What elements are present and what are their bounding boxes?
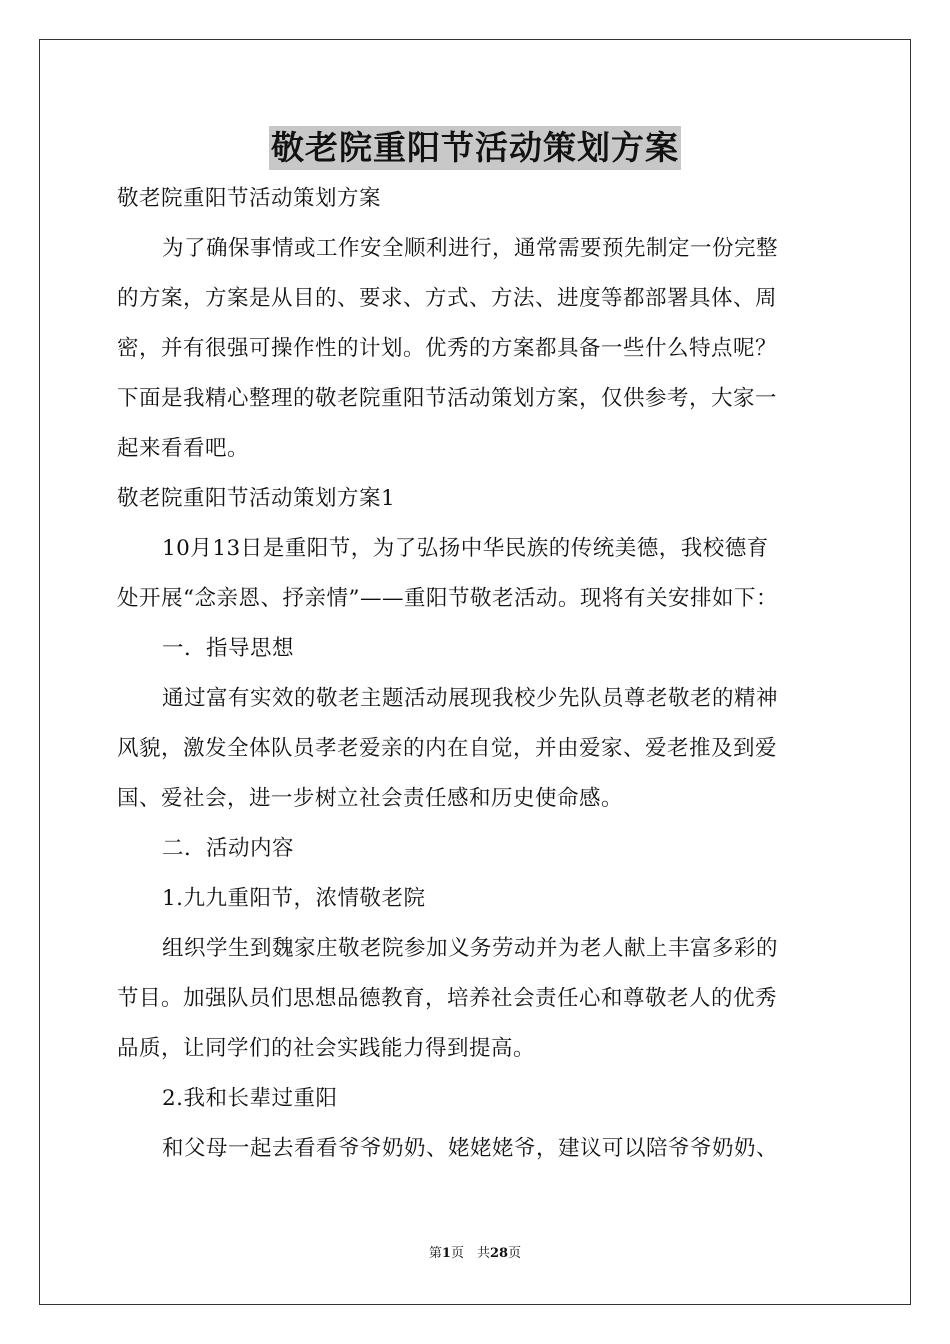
text-line: 1.九九重阳节，浓情敬老院 bbox=[162, 886, 426, 911]
title-container bbox=[0, 126, 950, 170]
text-line: 2.我和长辈过重阳 bbox=[162, 1086, 338, 1111]
text-line: 为了确保事情或工作安全顺利进行，通常需要预先制定一份完整 bbox=[162, 236, 779, 261]
text-line: 一．指导思想 bbox=[162, 636, 295, 661]
text-line: 品质，让同学们的社会实践能力得到提高。 bbox=[117, 1036, 536, 1061]
text-line: 起来看看吧。 bbox=[117, 436, 250, 461]
text-line: 下面是我精心整理的敬老院重阳节活动策划方案，仅供参考，大家一 bbox=[117, 386, 778, 411]
text-line: 敬老院重阳节活动策划方案1 bbox=[117, 486, 396, 511]
text-line: 敬老院重阳节活动策划方案 bbox=[117, 186, 382, 211]
document-body bbox=[117, 174, 837, 1174]
page-footer bbox=[0, 1245, 950, 1263]
footer-prefix: 第 bbox=[428, 1246, 442, 1261]
text-line: 处开展“念亲恩、抒亲情”——重阳节敬老活动。现将有关安排如下： bbox=[117, 586, 778, 611]
text-line: 10月13日是重阳节，为了弘扬中华民族的传统美德，我校德育 bbox=[162, 536, 769, 561]
current-page-number: 1 bbox=[441, 1246, 451, 1261]
footer-middle: 页 共 bbox=[450, 1246, 490, 1261]
text-line: 通过富有实效的敬老主题活动展现我校少先队员尊老敬老的精神 bbox=[162, 686, 779, 711]
text-line: 国、爱社会，进一步树立社会责任感和历史使命感。 bbox=[117, 786, 624, 811]
text-line: 的方案，方案是从目的、要求、方式、方法、进度等都部署具体、周 bbox=[117, 286, 778, 311]
footer-suffix: 页 bbox=[508, 1246, 522, 1261]
text-line: 风貌，激发全体队员孝老爱亲的内在自觉，并由爱家、爱老推及到爱 bbox=[117, 736, 778, 761]
text-line: 和父母一起去看看爷爷奶奶、姥姥姥爷，建议可以陪爷爷奶奶、 bbox=[162, 1136, 779, 1161]
document-title: 敬老院重阳节活动策划方案 bbox=[269, 126, 681, 170]
text-line: 二．活动内容 bbox=[162, 836, 295, 861]
text-line: 密，并有很强可操作性的计划。优秀的方案都具备一些什么特点呢？ bbox=[117, 336, 778, 361]
text-line: 节目。加强队员们思想品德教育，培养社会责任心和尊敬老人的优秀 bbox=[117, 986, 778, 1011]
total-page-count: 28 bbox=[489, 1246, 509, 1261]
text-line: 组织学生到魏家庄敬老院参加义务劳动并为老人献上丰富多彩的 bbox=[162, 936, 779, 961]
